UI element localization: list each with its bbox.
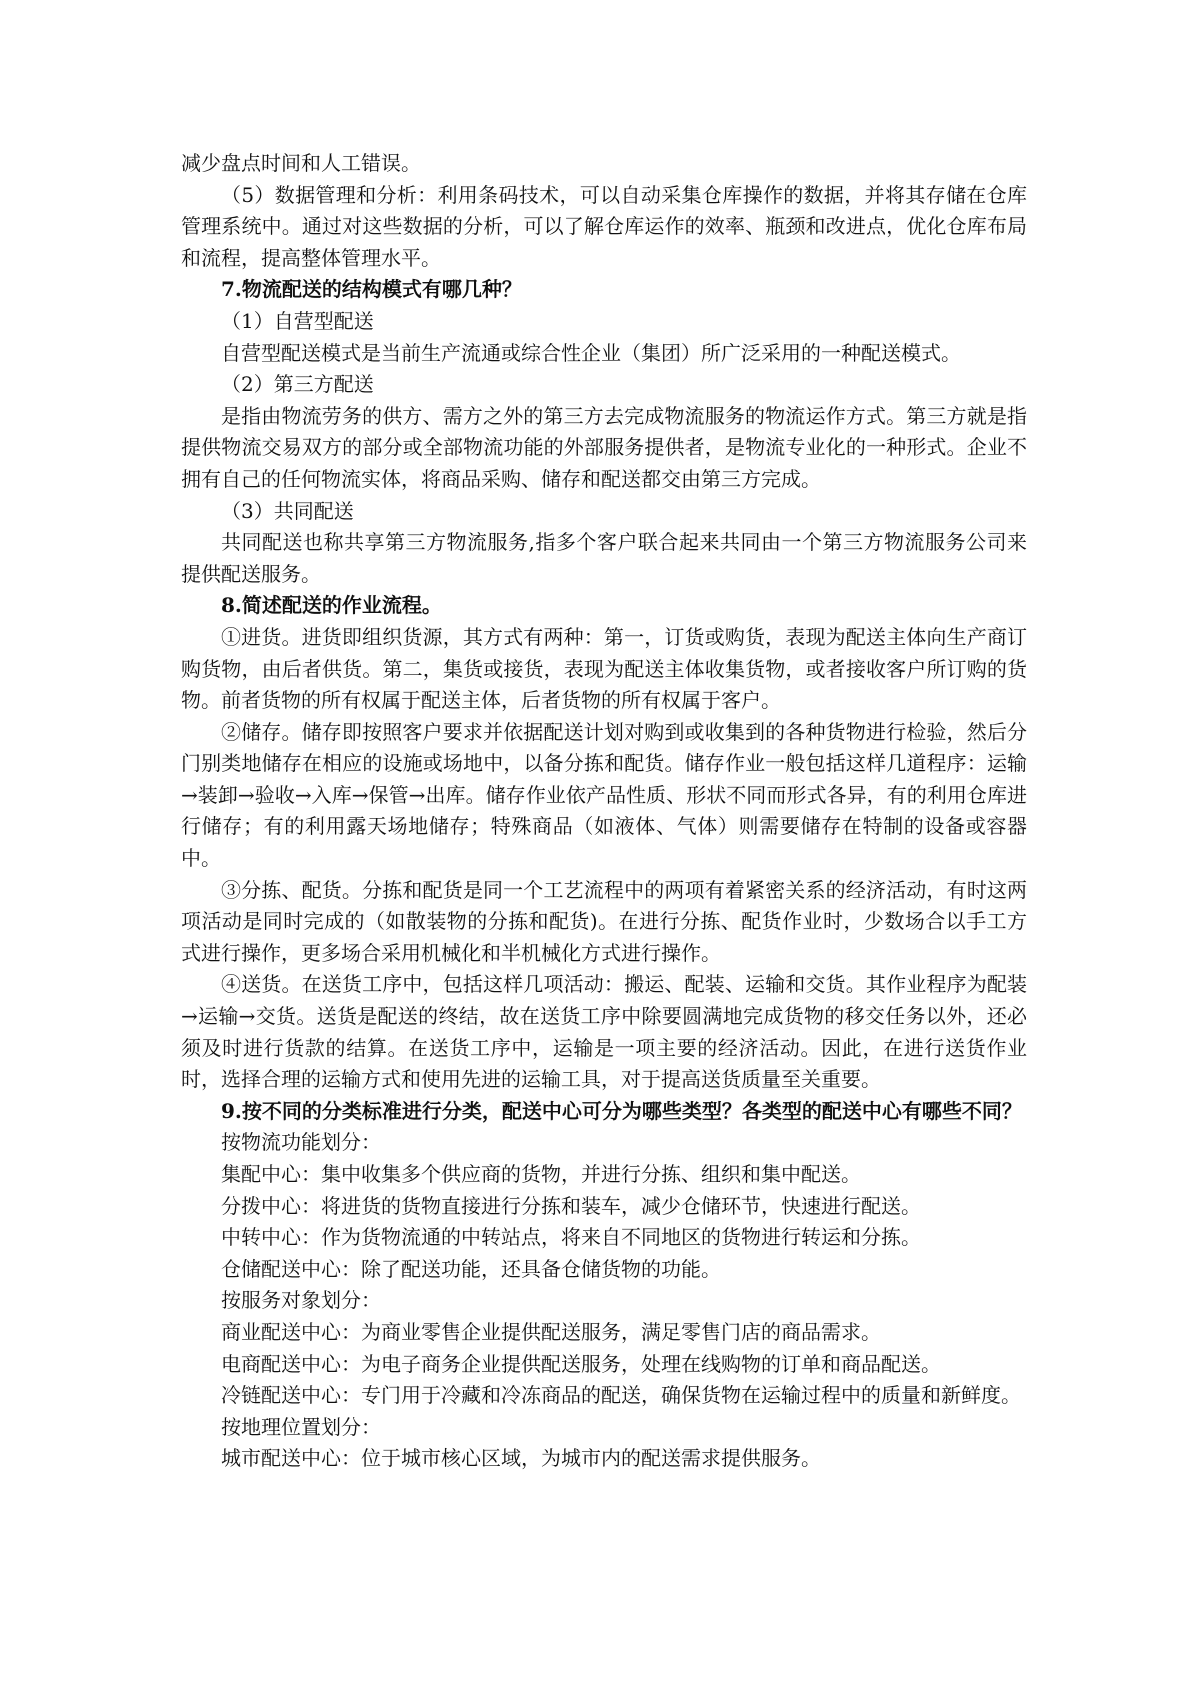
paragraph: 共同配送也称共享第三方物流服务,指多个客户联合起来共同由一个第三方物流服务公司来提供配送服务。 <box>181 530 1027 586</box>
paragraph: （3）共同配送 <box>221 498 354 523</box>
paragraph: 按物流功能划分： <box>221 1130 381 1155</box>
paragraph: （1）自营型配送 <box>221 308 374 333</box>
paragraph: 减少盘点时间和人工错误。 <box>181 151 421 175</box>
paragraph: 集配中心：集中收集多个供应商的货物，并进行分拣、组织和集中配送。 <box>221 1162 861 1186</box>
paragraph: 商业配送中心：为商业零售企业提供配送服务，满足零售门店的商品需求。 <box>221 1319 881 1344</box>
paragraph: 自营型配送模式是当前生产流通或综合性企业（集团）所广泛采用的一种配送模式。 <box>221 340 961 365</box>
question-heading: 8.简述配送的作业流程。 <box>221 593 442 618</box>
paragraph: ④送货。在送货工序中，包括这样几项活动：搬运、配装、运输和交货。其作业程序为配装→运输→交货。送货是配送的终结，故在送货工序中除要圆满地完成货物的移交任务以外，还必须及时进行货款的结算。在送货工序中，运输是一项主要的经济活动。因此，在进行送货作业时，选择合理的运输方式和使用先进的运输工具，对于提高送货质量至关重要。 <box>181 972 1027 1092</box>
question-heading: 9.按不同的分类标准进行分类，配送中心可分为哪些类型？各类型的配送中心有哪些不同？ <box>221 1098 1022 1123</box>
paragraph: ①进货。进货即组织货源，其方式有两种：第一，订货或购货，表现为配送主体向生产商订购货物，由后者供货。第二，集货或接货，表现为配送主体收集货物，或者接收客户所订购的货物。前者货物的所有权属于配送主体，后者货物的所有权属于客户。 <box>181 624 1027 713</box>
paragraph: 冷链配送中心：专门用于冷藏和冷冻商品的配送，确保货物在运输过程中的质量和新鲜度。 <box>221 1383 1021 1408</box>
paragraph: 分拨中心：将进货的货物直接进行分拣和装车，减少仓储环节，快速进行配送。 <box>221 1193 921 1218</box>
paragraph: 是指由物流劳务的供方、需方之外的第三方去完成物流服务的物流运作方式。第三方就是指提供物流交易双方的部分或全部物流功能的外部服务提供者，是物流专业化的一种形式。企业不拥有自己的任何物流实体，将商品采购、储存和配送都交由第三方完成。 <box>181 403 1027 491</box>
paragraph: 仓储配送中心：除了配送功能，还具备仓储货物的功能。 <box>221 1256 721 1281</box>
paragraph: 按地理位置划分： <box>221 1414 381 1439</box>
paragraph: 电商配送中心：为电子商务企业提供配送服务，处理在线购物的订单和商品配送。 <box>221 1351 941 1376</box>
paragraph: ②储存。储存即按照客户要求并依据配送计划对购到或收集到的各种货物进行检验，然后分门别类地储存在相应的设施或场地中，以备分拣和配货。储存作业一般包括这样几道程序：运输→装卸→验收→入库→保管→出库。储存作业依产品性质、形状不同而形式各异，有的利用仓库进行储存；有的利用露天场地储存；特殊商品（如液体、气体）则需要储存在特制的设备或容器中。 <box>181 719 1027 871</box>
paragraph: （5）数据管理和分析：利用条码技术，可以自动采集仓库操作的数据，并将其存储在仓库管理系统中。通过对这些数据的分析，可以了解仓库运作的效率、瓶颈和改进点，优化仓库布局和流程，提高整体管理水平。 <box>181 182 1027 270</box>
paragraph: 城市配送中心：位于城市核心区域，为城市内的配送需求提供服务。 <box>221 1446 821 1471</box>
paragraph: 按服务对象划分： <box>221 1288 381 1313</box>
document-page <box>181 148 1027 1475</box>
paragraph: 中转中心：作为货物流通的中转站点，将来自不同地区的货物进行转运和分拣。 <box>221 1225 921 1250</box>
paragraph: ③分拣、配货。分拣和配货是同一个工艺流程中的两项有着紧密关系的经济活动，有时这两项活动是同时完成的（如散装物的分拣和配货)。在进行分拣、配货作业时，少数场合以手工方式进行操作，更多场合采用机械化和半机械化方式进行操作。 <box>181 877 1027 965</box>
paragraph: （2）第三方配送 <box>221 372 374 397</box>
question-heading: 7.物流配送的结构模式有哪几种？ <box>221 277 522 302</box>
